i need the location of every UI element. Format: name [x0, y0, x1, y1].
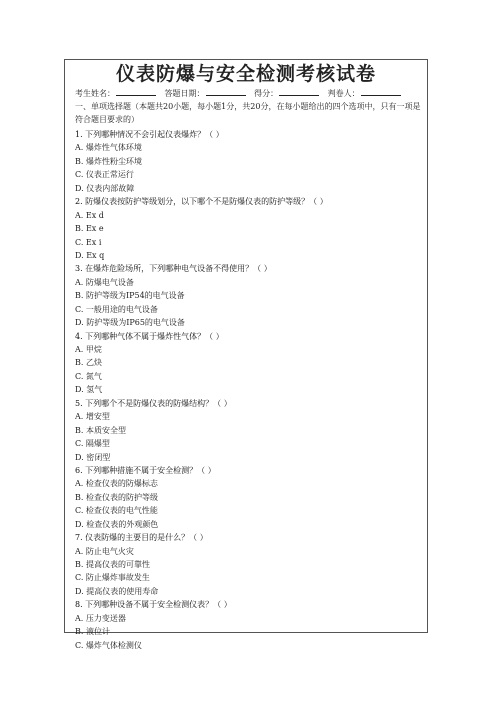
name-blank [116, 88, 156, 96]
question-stem: 6. 下列哪种措施不属于安全检测？（ ） [75, 465, 216, 475]
answer-option: A. Ex d [75, 210, 104, 220]
answer-option: D. 防护等级为IP65的电气设备 [75, 318, 185, 328]
exam-info-row [75, 88, 425, 99]
answer-option: D. 氢气 [75, 385, 103, 395]
question-stem: 3. 在爆炸危险场所，下列哪种电气设备不得使用？（ ） [75, 264, 272, 274]
answer-option: A. 压力变送器 [75, 613, 126, 623]
grader-label: 判卷人： [327, 89, 360, 98]
answer-option: D. 检查仪表的外观颜色 [75, 519, 159, 529]
answer-option: B. 检查仪表的防护等级 [75, 492, 158, 502]
score-label: 得分： [254, 89, 279, 98]
answer-option: D. 仪表内部故障 [75, 183, 135, 193]
answer-option: C. 检查仪表的电气性能 [75, 506, 158, 516]
answer-option: A. 爆炸性气体环境 [75, 143, 142, 153]
question-stem: 1. 下列哪种情况不会引起仪表爆炸？（ ） [75, 130, 224, 139]
date-blank [206, 88, 246, 96]
answer-option: D. 提高仪表的使用寿命 [75, 586, 159, 596]
score-blank [279, 88, 319, 96]
answer-option: C. Ex i [75, 237, 102, 247]
answer-option: A. 防止电气火灾 [75, 546, 134, 556]
answer-option: B. 液位计 [75, 627, 110, 637]
question-stem: 2. 防爆仪表按防护等级划分，以下哪个不是防爆仪表的防护等级？（ ） [75, 197, 328, 207]
answer-option: C. 爆炸气体检测仪 [75, 640, 142, 650]
date-label: 答题日期： [164, 89, 205, 98]
answer-option: B. 爆炸性粉尘环境 [75, 156, 142, 166]
answer-option: A. 增安型 [75, 412, 110, 422]
answer-option: A. 防爆电气设备 [75, 277, 134, 287]
grader-blank [361, 88, 401, 96]
question-stem: 4. 下列哪种气体不属于爆炸性气体？（ ） [75, 331, 224, 341]
answer-option: C. 一般用途的电气设备 [75, 304, 158, 314]
answer-option: B. 本质安全型 [75, 425, 126, 435]
answer-option: B. 乙炔 [75, 358, 102, 368]
answer-option: C. 隔爆型 [75, 439, 110, 449]
answer-option: C. 仪表正常运行 [75, 170, 134, 180]
question-stem: 8. 下列哪种设备不属于安全检测仪表？（ ） [75, 600, 232, 610]
question-stem: 5. 下列哪个不是防爆仪表的防爆结构？（ ） [75, 398, 232, 408]
answer-option: A. 甲烷 [75, 345, 102, 354]
answer-option: A. 检查仪表的防爆标志 [75, 479, 158, 489]
page-title: 仪表防爆与安全检测考核试卷 [115, 63, 376, 85]
question-list [75, 128, 423, 652]
answer-option: D. 密闭型 [75, 452, 111, 462]
answer-option: C. 氮气 [75, 371, 102, 381]
section-intro: 一、单项选择题（本题共20小题，每小题1分，共20分，在每小题给出的四个选项中，只有一项是符合题目要求的） [75, 102, 421, 124]
answer-option: B. Ex e [75, 224, 104, 234]
answer-option: B. 防护等级为IP54的电气设备 [75, 291, 185, 301]
question-stem: 7. 仪表防爆的主要目的是什么？（ ） [75, 533, 208, 543]
name-label: 考生姓名： [75, 89, 115, 98]
answer-option: B. 提高仪表的可靠性 [75, 560, 150, 569]
answer-option: C. 防止爆炸事故发生 [75, 573, 150, 583]
answer-option: D. Ex q [75, 250, 105, 260]
